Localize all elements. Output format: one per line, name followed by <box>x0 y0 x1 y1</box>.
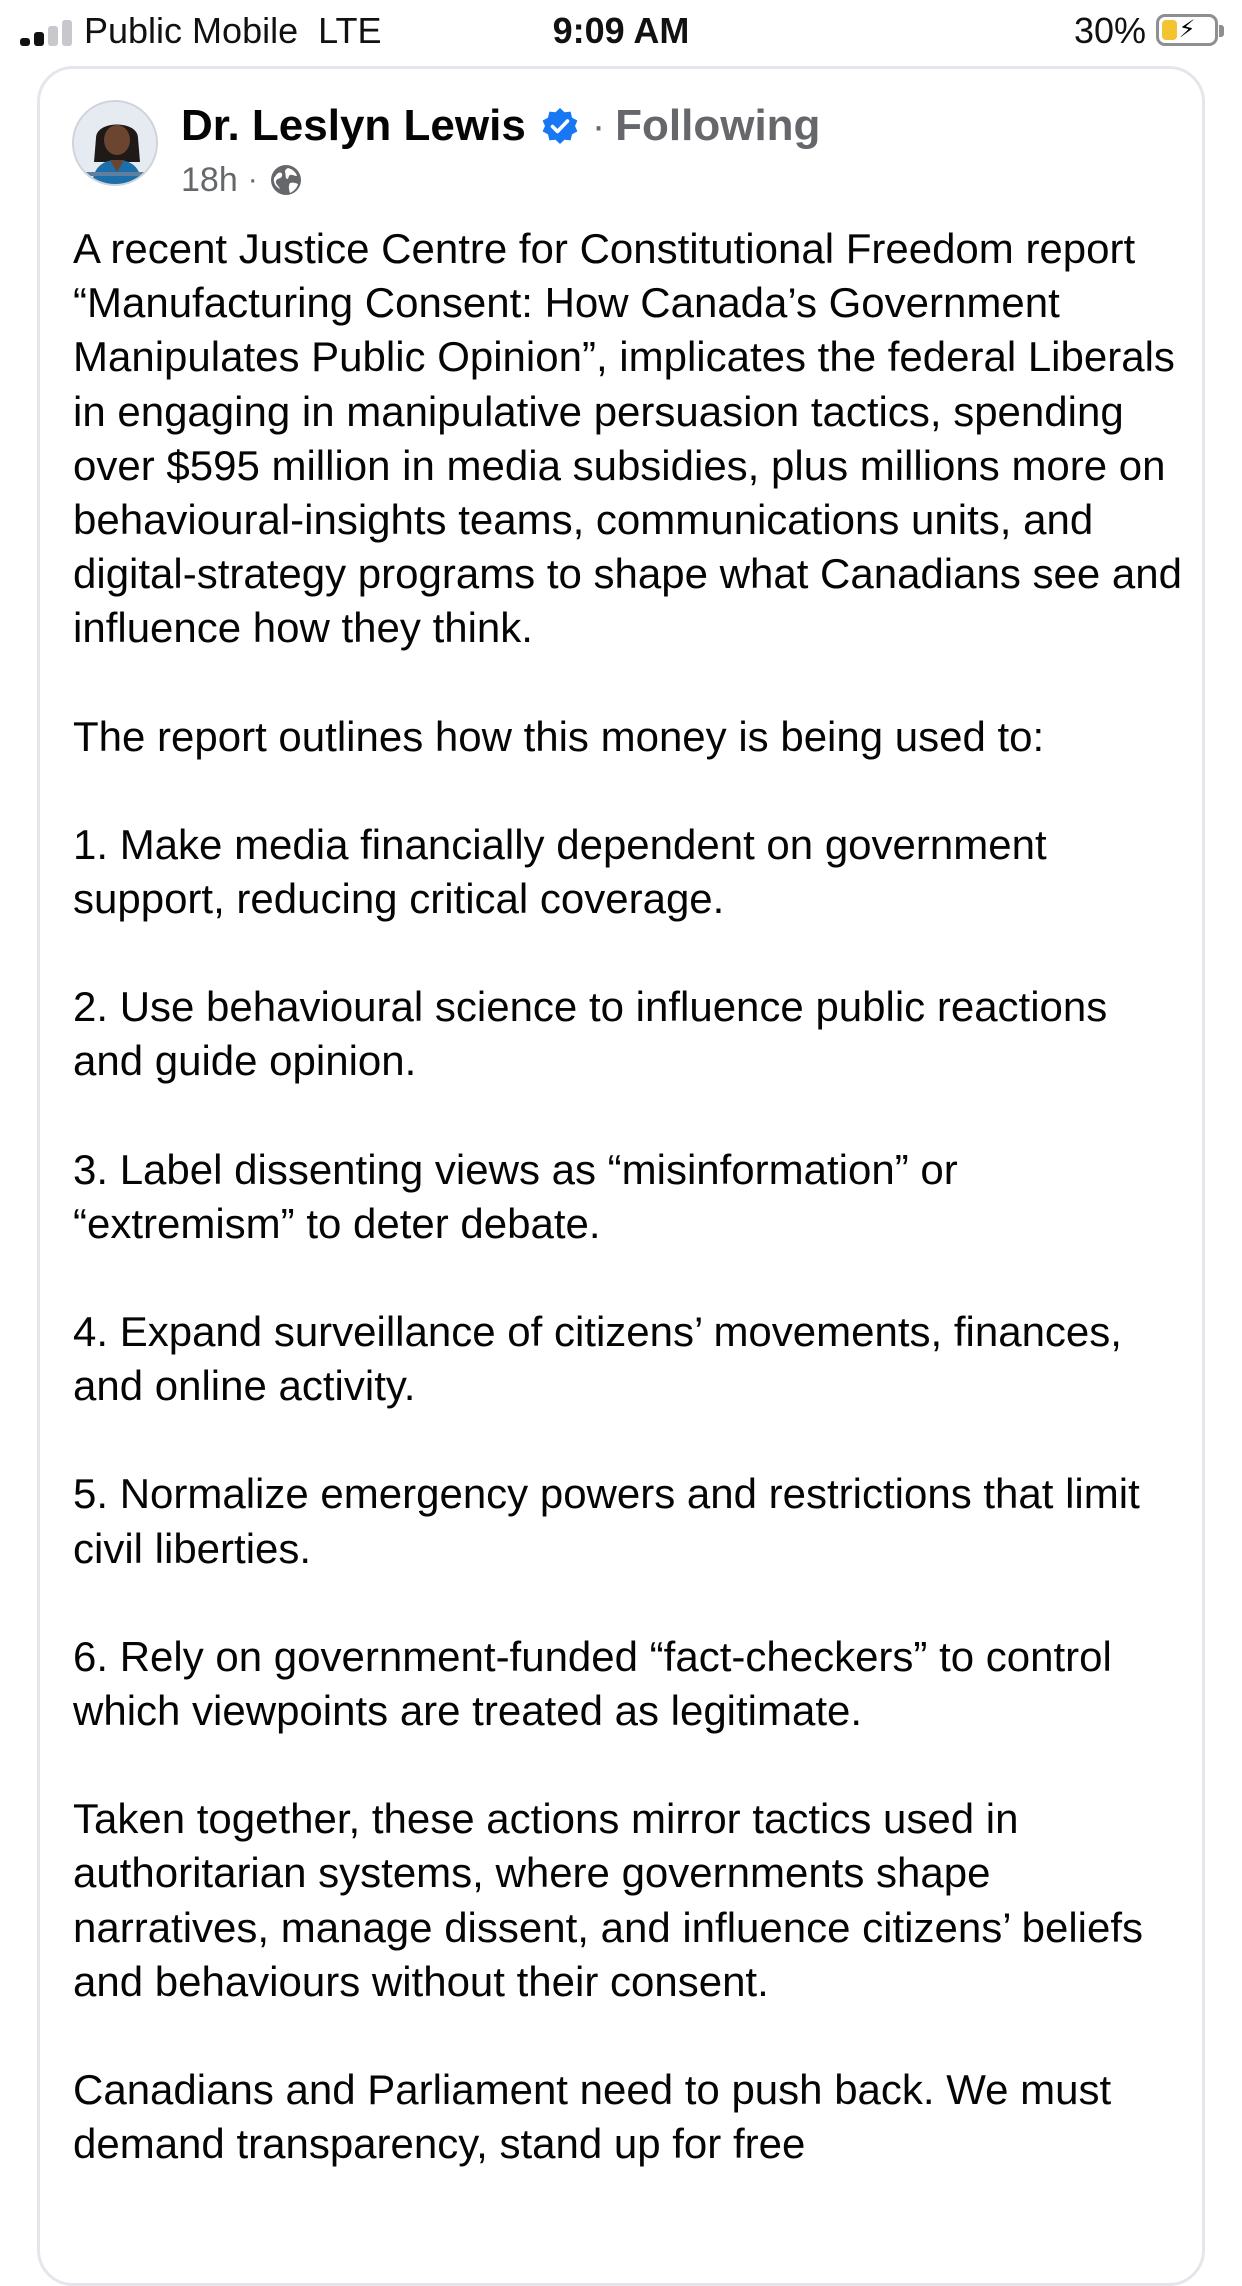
status-time: 9:09 AM <box>552 10 690 51</box>
author-name[interactable]: Dr. Leslyn Lewis <box>181 101 526 150</box>
battery-nub <box>1219 25 1224 37</box>
following-button[interactable]: Following <box>615 101 821 150</box>
post-list-item: 3. Label dissenting views as “misinformation” or “extremism” to deter debate. <box>73 1145 958 1247</box>
meta-separator: · <box>247 163 258 196</box>
post-header <box>181 98 820 154</box>
post-paragraph: Taken together, these actions mirror tactics used in authoritarian systems, where governments shape narratives, manage dissent, and influence citizens’ beliefs and behaviours without their consent. <box>73 1795 1144 2005</box>
author-avatar[interactable] <box>72 100 158 186</box>
post-paragraph: A recent Justice Centre for Constitutional Freedom report “Manufacturing Consent: How Canada’s Government Manipulates Public Opinion”, implicates the federal Liberals in engaging in manipulative persuasion tactics, spending over $595 million in media subsidies, plus millions more on behavioural-insights teams, communications units, and digital-strategy programs to shape what Canadians see and influence how they think. <box>73 225 1182 652</box>
carrier-name: Public Mobile <box>84 10 299 51</box>
post-text <box>73 222 1183 2225</box>
verified-badge-icon <box>540 106 580 146</box>
post-meta <box>181 158 304 202</box>
status-bar <box>0 0 1242 62</box>
charging-bolt-icon: ⚡ <box>1178 16 1196 43</box>
post-list-item: 1. Make media financially dependent on government support, reducing critical coverage. <box>73 820 1047 923</box>
network-type: LTE <box>318 10 382 51</box>
post-list-item: 2. Use behavioural science to influence public reactions and guide opinion. <box>73 983 1108 1085</box>
globe-icon <box>268 162 304 198</box>
post-list-item: 4. Expand surveillance of citizens’ movements, finances, and online activity. <box>73 1308 1122 1410</box>
header-separator: · <box>591 104 606 148</box>
post-list-item: 6. Rely on government-funded “fact-checkers” to control which viewpoints are treated as legitimate. <box>73 1632 1112 1735</box>
post-paragraph: The report outlines how this money is being used to: <box>73 712 1045 760</box>
battery-percentage: 30% <box>1073 10 1146 51</box>
post-paragraph: Canadians and Parliament need to push back. We must demand transparency, stand up for free <box>73 2066 1112 2168</box>
avatar-portrait-icon <box>74 102 158 186</box>
battery-icon <box>1156 14 1218 46</box>
post-list-item: 5. Normalize emergency powers and restrictions that limit civil liberties. <box>73 1470 1140 1572</box>
post-timestamp[interactable]: 18h <box>181 161 238 199</box>
